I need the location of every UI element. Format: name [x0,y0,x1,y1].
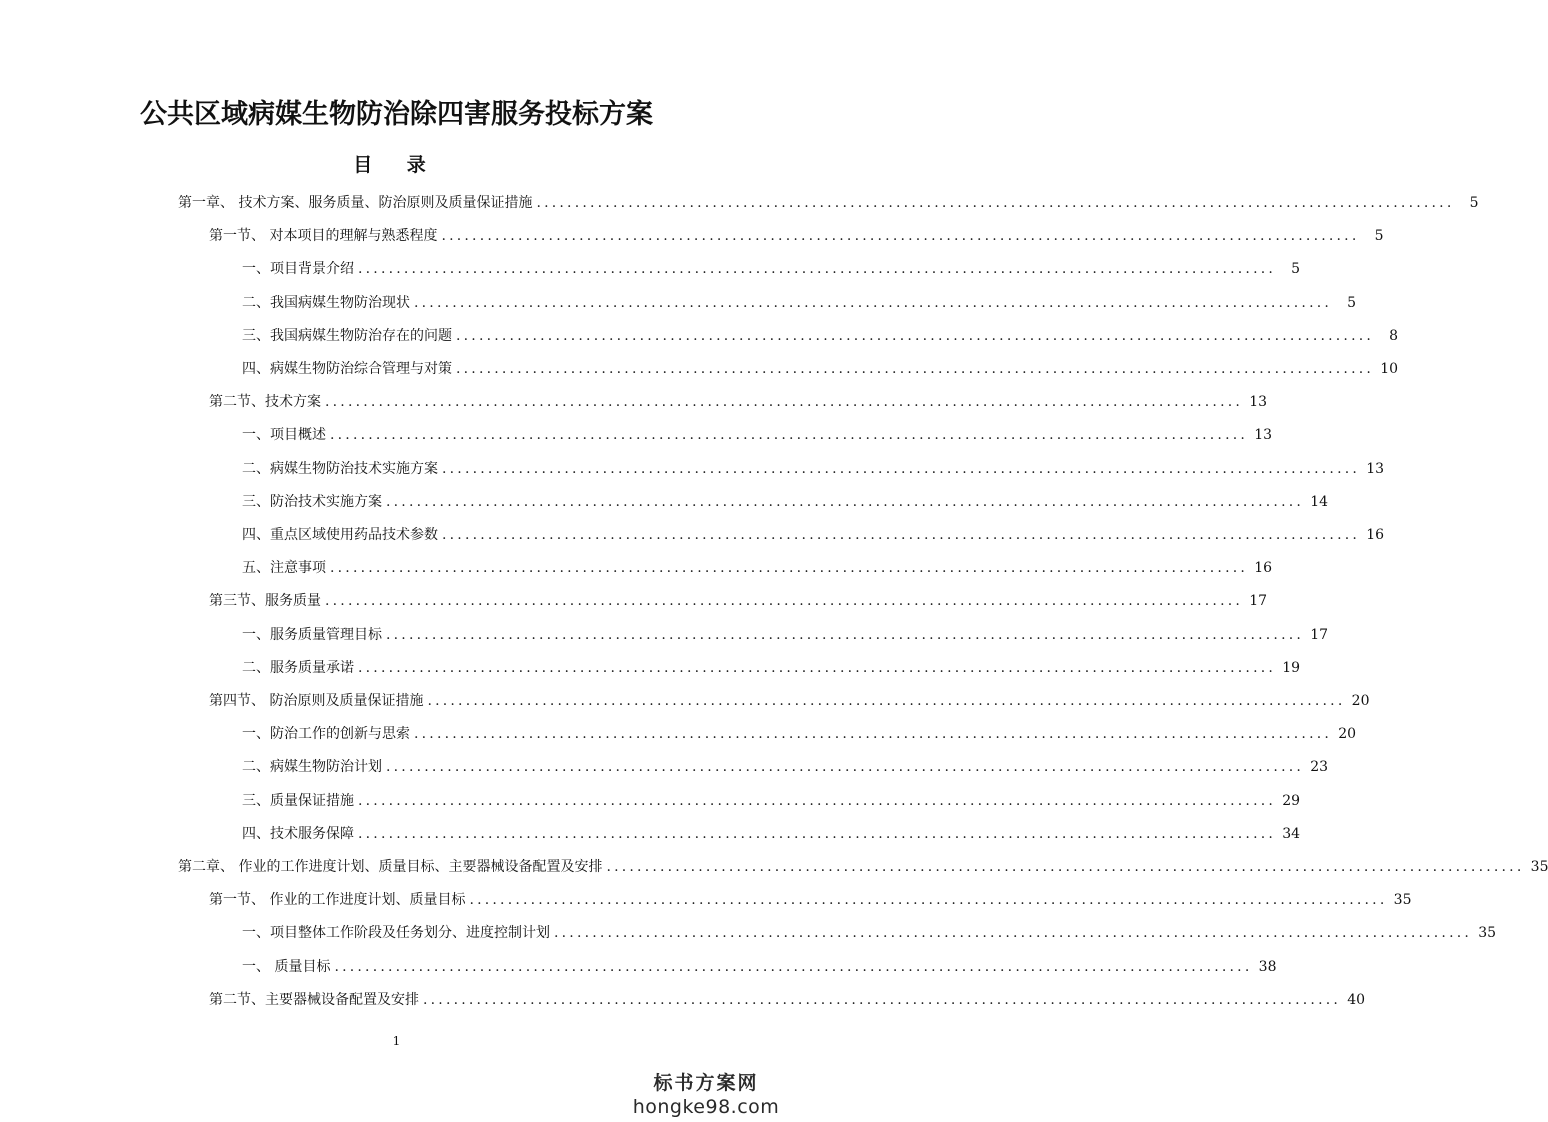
document-title: 公共区域病媒生物防治除四害服务投标方案 [140,99,653,130]
toc-dot-leader: ........................................................................................................................ [606,859,1525,875]
toc-dot-leader: ........................................................................................................................ [442,527,1361,543]
toc-entry-page: 14 [1310,493,1329,510]
toc-entry[interactable] [242,956,1277,980]
toc-dot-leader: ........................................................................................................................ [456,327,1375,344]
toc-heading: 目 录 [353,154,440,176]
toc-entry[interactable] [242,325,1399,349]
toc-entry[interactable] [209,889,1412,913]
toc-entry-page: 20 [1338,726,1357,743]
toc-entry-page: 40 [1347,991,1366,1008]
toc-entry-title: 第二节、主要器械设备配置及安排 [209,991,419,1008]
toc-entry[interactable] [242,258,1301,282]
toc-entry-title: 一、项目背景介绍 [242,261,354,278]
toc-entry[interactable] [242,524,1385,548]
toc-dot-leader: ........................................................................................................................ [325,394,1244,411]
toc-entry-title: 一、服务质量管理目标 [242,626,382,643]
toc-entry-title: 二、病媒生物防治计划 [242,759,382,776]
toc-entry[interactable] [209,590,1268,614]
toc-entry[interactable] [242,292,1357,316]
toc-entry-title: 二、病媒生物防治技术实施方案 [242,460,438,477]
toc-entry-page: 38 [1258,958,1277,975]
toc-dot-leader: ........................................................................................................................ [386,626,1305,643]
toc-entry-title: 一、项目整体工作阶段及任务划分、进度控制计划 [242,925,550,942]
toc-entry-title: 三、我国病媒生物防治存在的问题 [242,327,452,344]
toc-entry-title: 第一节、 对本项目的理解与熟悉程度 [209,228,438,245]
toc-entry-page: 5 [1469,195,1479,211]
toc-dot-leader: ........................................................................................................................ [325,593,1244,610]
toc-entry-title: 三、质量保证措施 [242,792,354,809]
toc-dot-leader: ........................................................................................................................ [554,925,1473,942]
toc-entry-page: 35 [1393,892,1412,909]
toc-entry-page: 34 [1282,825,1301,842]
toc-dot-leader: ........................................................................................................................ [536,195,1455,211]
toc-entry-page: 19 [1282,659,1301,676]
toc-entry[interactable] [242,723,1357,747]
toc-entry-page: 20 [1351,693,1370,709]
toc-entry-page: 10 [1380,361,1399,377]
toc-entry-page: 23 [1310,759,1329,776]
toc-entry[interactable] [178,856,1548,880]
toc-entry[interactable] [242,790,1301,814]
toc-entry-title: 一、防治工作的创新与思索 [242,726,410,743]
toc-entry-title: 第一节、 作业的工作进度计划、质量目标 [209,892,466,909]
toc-entry-title: 三、防治技术实施方案 [242,493,382,510]
toc-entry[interactable] [209,225,1384,249]
toc-entry[interactable] [242,922,1497,946]
toc-entry-title: 第二节、技术方案 [209,394,321,411]
toc-entry-title: 二、我国病媒生物防治现状 [242,294,410,311]
toc-dot-leader: ........................................................................................................................ [469,892,1388,909]
toc-dot-leader: ........................................................................................................................ [414,294,1333,311]
toc-entry-title: 四、病媒生物防治综合管理与对策 [242,361,452,377]
toc-entry-page: 13 [1249,394,1268,411]
toc-entry-page: 5 [1374,228,1384,245]
toc-dot-leader: ........................................................................................................................ [427,693,1346,709]
toc-entry[interactable] [242,823,1301,847]
toc-entry-title: 第一章、 技术方案、服务质量、防治原则及质量保证措施 [178,195,533,211]
toc-entry[interactable] [242,358,1399,382]
toc-dot-leader: ........................................................................................................................ [414,726,1333,743]
toc-entry-title: 五、注意事项 [242,560,326,577]
toc-entry-page: 5 [1347,294,1357,311]
watermark-logo [631,1068,781,1118]
toc-entry-title: 第三节、服务质量 [209,593,321,610]
toc-dot-leader: ........................................................................................................................ [358,261,1277,278]
toc-entry-page: 13 [1254,427,1273,444]
toc-entry-title: 一、 质量目标 [242,958,331,975]
toc-entry-page: 35 [1530,859,1548,875]
toc-entry-page: 16 [1254,560,1273,577]
toc-dot-leader: ........................................................................................................................ [334,958,1253,975]
toc-entry-page: 17 [1249,593,1268,610]
toc-entry-page: 35 [1478,925,1497,942]
toc-entry-title: 第四节、 防治原则及质量保证措施 [209,693,424,709]
toc-entry[interactable] [209,989,1366,1013]
toc-dot-leader: ........................................................................................................................ [456,361,1375,377]
toc-dot-leader: ........................................................................................................................ [330,427,1249,444]
toc-entry[interactable] [242,624,1329,648]
toc-entry-page: 29 [1282,792,1301,809]
toc-entry[interactable] [178,192,1479,216]
toc-entry-title: 一、项目概述 [242,427,326,444]
toc-entry[interactable] [242,491,1329,515]
toc-entry[interactable] [209,690,1370,714]
toc-entry[interactable] [242,657,1301,681]
toc-entry-title: 四、重点区域使用药品技术参数 [242,527,438,543]
toc-entry-page: 17 [1310,626,1329,643]
toc-entry-title: 第二章、 作业的工作进度计划、质量目标、主要器械设备配置及安排 [178,859,603,875]
toc-entry-title: 四、技术服务保障 [242,825,354,842]
toc-entry[interactable] [209,391,1268,415]
toc-dot-leader: ........................................................................................................................ [358,825,1277,842]
toc-dot-leader: ........................................................................................................................ [386,759,1305,776]
toc-entry-page: 5 [1291,261,1301,278]
toc-entry[interactable] [242,424,1273,448]
page-number: 1 [392,1034,401,1048]
toc-entry-title: 二、服务质量承诺 [242,659,354,676]
toc-entry-page: 16 [1366,527,1385,543]
toc-entry-page: 8 [1389,327,1399,344]
toc-dot-leader: ........................................................................................................................ [442,460,1361,477]
toc-dot-leader: ........................................................................................................................ [330,560,1249,577]
toc-dot-leader: ........................................................................................................................ [358,659,1277,676]
watermark-url: hongke98.com [632,1096,780,1118]
toc-dot-leader: ........................................................................................................................ [358,792,1277,809]
toc-entry[interactable] [242,557,1273,581]
toc-dot-leader: ........................................................................................................................ [441,228,1360,245]
toc-entry-page: 13 [1366,460,1385,477]
watermark-site-name: 标书方案网 [653,1072,759,1094]
toc-entry[interactable] [242,458,1385,482]
toc-dot-leader: ........................................................................................................................ [423,991,1342,1008]
toc-dot-leader: ........................................................................................................................ [386,493,1305,510]
toc-entry[interactable] [242,756,1329,780]
